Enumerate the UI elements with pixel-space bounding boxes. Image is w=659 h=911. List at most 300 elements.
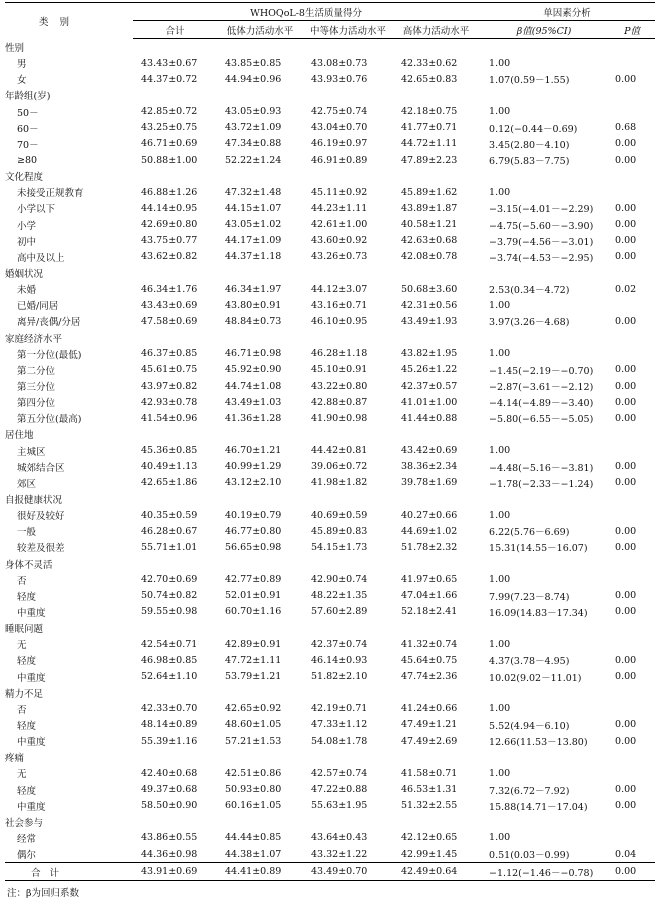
category-row: [5, 620, 655, 636]
empty-cell: [217, 491, 303, 507]
empty-cell: [479, 556, 609, 572]
score-cell: 44.69±1.02: [401, 525, 458, 537]
table-row: [5, 136, 655, 152]
row-label: 中重度: [17, 737, 46, 749]
score-cell: 44.41±0.89: [217, 863, 303, 881]
score-cell: 42.70±0.69: [141, 574, 198, 586]
empty-cell: [609, 330, 655, 346]
table-row: [5, 71, 655, 87]
score-cell: 46.10±0.95: [311, 315, 368, 327]
p-value-cell: 0.00: [615, 73, 637, 85]
empty-cell: [609, 749, 655, 765]
empty-cell: [303, 556, 393, 572]
beta-cell: 12.66(11.53－13.80): [489, 737, 588, 749]
score-cell: 43.72±1.09: [225, 122, 282, 134]
empty-cell: [393, 87, 479, 103]
score-cell: 42.63±0.68: [401, 235, 458, 247]
score-cell: 42.75±0.74: [311, 106, 368, 118]
score-cell: 41.97±0.65: [401, 574, 458, 586]
beta-cell: 15.31(14.55－16.07): [489, 543, 588, 555]
empty-cell: [303, 426, 393, 442]
row-label: 70－: [17, 139, 39, 151]
row-label: 轻度: [17, 785, 37, 797]
empty-cell: [303, 330, 393, 346]
table-row: [5, 717, 655, 733]
empty-cell: [479, 620, 609, 636]
score-cell: 43.32±1.22: [311, 848, 368, 860]
p-value-cell: 0.00: [615, 735, 637, 747]
empty-cell: [479, 749, 609, 765]
category-label: 文化程度: [5, 172, 44, 184]
score-cell: 43.97±0.82: [141, 380, 198, 392]
table-row: [5, 733, 655, 749]
p-value-cell: 0.00: [615, 202, 637, 214]
score-cell: 53.79±1.21: [225, 671, 282, 683]
empty-cell: [303, 39, 393, 56]
category-label: 疼痛: [5, 753, 25, 765]
score-cell: 47.04±1.66: [401, 590, 458, 602]
row-label: 中重度: [17, 672, 46, 684]
empty-cell: [393, 556, 479, 572]
score-cell: 43.75±0.77: [141, 235, 198, 247]
empty-cell: [303, 814, 393, 830]
score-cell: 42.65±0.92: [225, 703, 282, 715]
score-cell: 56.65±0.98: [225, 541, 282, 553]
empty-cell: [609, 491, 655, 507]
score-cell: 52.64±1.10: [141, 671, 198, 683]
score-cell: 42.40±0.68: [141, 767, 198, 779]
header-p-col: P值: [609, 21, 655, 39]
p-value-cell: 0.00: [615, 800, 637, 812]
score-cell: 48.60±1.05: [225, 719, 282, 731]
p-value-cell: [609, 830, 655, 846]
score-cell: 43.42±0.69: [401, 445, 458, 457]
p-value-cell: 0.00: [615, 606, 637, 618]
beta-cell: −5.80(−6.55－−5.05): [489, 414, 594, 426]
score-cell: 46.77±0.80: [225, 525, 282, 537]
beta-cell: 1.00: [489, 832, 511, 844]
empty-cell: [303, 749, 393, 765]
score-cell: 46.34±1.97: [225, 283, 282, 295]
beta-cell: 1.00: [489, 703, 511, 715]
beta-cell: −4.48(−5.16－−3.81): [489, 462, 594, 474]
beta-cell: 1.00: [489, 574, 511, 586]
beta-cell: 7.32(6.72－7.92): [489, 785, 570, 797]
table-row: [5, 507, 655, 523]
score-cell: 40.69±0.59: [311, 509, 368, 521]
empty-cell: [133, 491, 217, 507]
row-label: 否: [17, 704, 27, 716]
score-cell: 49.37±0.68: [141, 784, 198, 796]
score-cell: 39.06±0.72: [311, 461, 368, 473]
empty-cell: [217, 749, 303, 765]
empty-cell: [393, 168, 479, 184]
score-cell: 46.70±1.21: [225, 445, 282, 457]
score-cell: 47.22±0.88: [311, 784, 368, 796]
score-cell: 47.58±0.69: [141, 315, 198, 327]
score-cell: 41.32±0.74: [401, 638, 458, 650]
table-header: [5, 3, 655, 39]
table-row: [5, 798, 655, 814]
p-value-cell: 0.00: [615, 315, 637, 327]
empty-cell: [393, 330, 479, 346]
empty-cell: [217, 814, 303, 830]
score-cell: 43.08±0.73: [311, 57, 368, 69]
category-row: [5, 168, 655, 184]
p-value-cell: [609, 572, 655, 588]
score-cell: 39.78±1.69: [401, 477, 458, 489]
score-cell: 42.49±0.64: [393, 863, 479, 881]
row-label: 轻度: [17, 591, 37, 603]
empty-cell: [217, 556, 303, 572]
score-cell: 45.89±1.62: [401, 186, 458, 198]
score-cell: 46.34±1.76: [141, 283, 198, 295]
score-cell: 43.93±0.76: [311, 73, 368, 85]
p-value-cell: [609, 636, 655, 652]
score-cell: 42.57±0.74: [311, 767, 368, 779]
score-cell: 51.32±2.55: [401, 800, 458, 812]
score-cell: 50.88±1.00: [141, 154, 198, 166]
score-cell: 42.31±0.56: [401, 299, 458, 311]
empty-cell: [609, 685, 655, 701]
score-cell: 43.26±0.73: [311, 251, 368, 263]
empty-cell: [479, 685, 609, 701]
beta-cell: 15.88(14.71－17.04): [489, 801, 588, 813]
row-label: ≥80: [17, 154, 38, 166]
score-cell: 45.26±1.22: [401, 364, 458, 376]
empty-cell: [479, 814, 609, 830]
score-cell: 46.37±0.85: [141, 348, 198, 360]
score-cell: 44.38±1.07: [225, 848, 282, 860]
score-cell: 47.32±1.48: [225, 186, 282, 198]
beta-cell: 3.45(2.80－4.10): [489, 139, 570, 151]
row-label: 城郊结合区: [17, 462, 65, 474]
score-cell: 47.89±2.23: [401, 154, 458, 166]
score-cell: 44.17±1.09: [225, 235, 282, 247]
empty-cell: [479, 330, 609, 346]
score-cell: 40.49±1.13: [141, 461, 198, 473]
empty-cell: [133, 265, 217, 281]
empty-cell: [393, 814, 479, 830]
table-row: [5, 604, 655, 620]
row-label: 一般: [17, 527, 37, 539]
score-cell: 47.34±0.88: [225, 138, 282, 150]
p-value-cell: 0.00: [615, 461, 637, 473]
score-cell: 42.18±0.75: [401, 106, 458, 118]
score-cell: 45.89±0.83: [311, 525, 368, 537]
score-cell: 43.43±0.67: [141, 57, 198, 69]
score-cell: 45.36±0.85: [141, 445, 198, 457]
score-cell: 44.36±0.98: [141, 848, 198, 860]
score-cell: 55.39±1.16: [141, 735, 198, 747]
header-mid-activity-col: 中等体力活动水平: [303, 21, 393, 39]
category-label: 精力不足: [5, 688, 44, 700]
beta-cell: 1.00: [489, 299, 511, 311]
category-row: [5, 87, 655, 103]
header-beta-col: β值(95%CI): [479, 21, 609, 39]
score-cell: 41.24±0.66: [401, 703, 458, 715]
row-label: 主城区: [17, 446, 46, 458]
category-row: [5, 265, 655, 281]
beta-cell: −2.87(−3.61－−2.12): [489, 382, 594, 394]
table-row: [5, 539, 655, 555]
p-value-cell: [609, 297, 655, 313]
empty-cell: [217, 330, 303, 346]
category-label: 自报健康状况: [5, 495, 63, 506]
score-cell: 46.28±0.67: [141, 525, 198, 537]
empty-cell: [393, 749, 479, 765]
score-cell: 59.55±0.98: [141, 606, 198, 618]
row-label: 轻度: [17, 656, 37, 668]
p-value-cell: 0.00: [615, 380, 637, 392]
score-cell: 50.68±3.60: [401, 283, 458, 295]
score-cell: 45.10±0.91: [311, 364, 368, 376]
row-label: 很好及较好: [17, 511, 65, 523]
table-row: [5, 572, 655, 588]
beta-cell: 3.97(3.26－4.68): [489, 317, 570, 329]
score-cell: 43.05±1.02: [225, 219, 282, 231]
score-cell: 46.88±1.26: [141, 186, 198, 198]
score-cell: 43.80±0.91: [225, 299, 282, 311]
score-cell: 57.60±2.89: [311, 606, 368, 618]
p-value-cell: [609, 701, 655, 717]
p-value-cell: 0.00: [615, 138, 637, 150]
row-label: 第四分位: [17, 398, 56, 410]
row-label: 小学: [17, 220, 37, 232]
category-label: 身体不灵活: [5, 559, 53, 571]
empty-cell: [217, 87, 303, 103]
header-whoqol-group: WHOQoL-8生活质量得分: [133, 3, 479, 21]
p-value-cell: 0.00: [615, 154, 637, 166]
empty-cell: [609, 39, 655, 56]
category-label: 社会参与: [5, 817, 44, 829]
p-value-cell: 0.00: [615, 251, 637, 263]
empty-cell: [303, 87, 393, 103]
table-note: 注：β为回归系数: [7, 888, 79, 900]
score-cell: 44.94±0.96: [225, 73, 282, 85]
beta-cell: 6.22(5.76－6.69): [489, 527, 570, 539]
beta-cell: −3.79(−4.56－−3.01): [489, 236, 594, 248]
score-cell: 46.98±0.85: [141, 654, 198, 666]
table-row: [5, 701, 655, 717]
table-row: [5, 217, 655, 233]
empty-cell: [133, 87, 217, 103]
score-cell: 41.44±0.88: [401, 412, 458, 424]
score-cell: 60.16±1.05: [225, 800, 282, 812]
beta-cell: 16.09(14.83－17.34): [489, 607, 588, 619]
score-cell: 42.54±0.71: [141, 638, 198, 650]
empty-cell: [303, 491, 393, 507]
row-label: 未婚: [17, 285, 37, 297]
score-cell: 43.12±2.10: [225, 477, 282, 489]
score-cell: 46.14±0.93: [311, 654, 368, 666]
beta-cell: −4.14(−4.89－−3.40): [489, 398, 594, 410]
category-row: [5, 556, 655, 572]
score-cell: 44.72±1.11: [401, 138, 458, 150]
score-cell: 50.93±0.80: [225, 784, 282, 796]
empty-cell: [303, 265, 393, 281]
score-cell: 43.04±0.70: [311, 122, 368, 134]
score-cell: 42.69±0.80: [141, 219, 198, 231]
score-cell: 43.49±1.93: [401, 315, 458, 327]
row-label: 第二分位: [17, 365, 56, 377]
empty-cell: [133, 685, 217, 701]
score-cell: 41.54±0.96: [141, 412, 198, 424]
table-row: [5, 104, 655, 120]
empty-cell: [479, 426, 609, 442]
score-cell: 60.70±1.16: [225, 606, 282, 618]
row-label: 第五分位(最高): [17, 414, 82, 426]
score-cell: 47.49±1.21: [401, 719, 458, 731]
beta-cell: −4.75(−5.60－−3.90): [489, 220, 594, 232]
table-row: [5, 394, 655, 410]
category-row: [5, 814, 655, 830]
p-value-cell: 0.00: [615, 719, 637, 731]
score-cell: 45.64±0.75: [401, 654, 458, 666]
score-cell: 42.90±0.74: [311, 574, 368, 586]
row-label: 中重度: [17, 801, 46, 813]
category-label: 居住地: [5, 430, 34, 442]
table-body: [5, 39, 655, 881]
total-label: 合 计: [5, 863, 133, 881]
row-label: 较差及很差: [17, 543, 65, 555]
score-cell: 42.37±0.57: [401, 380, 458, 392]
p-value-cell: 0.00: [615, 541, 637, 553]
score-cell: 42.99±1.45: [401, 848, 458, 860]
row-label: 经常: [17, 833, 37, 845]
category-label: 年龄组(岁): [5, 91, 51, 103]
p-value-cell: 0.02: [615, 283, 637, 295]
beta-cell: 1.07(0.59－1.55): [489, 75, 570, 87]
empty-cell: [609, 87, 655, 103]
header-high-activity-col: 高体力活动水平: [393, 21, 479, 39]
score-cell: 46.91±0.89: [311, 154, 368, 166]
score-cell: 42.37±0.74: [311, 638, 368, 650]
table-row: [5, 55, 655, 71]
empty-cell: [133, 620, 217, 636]
score-cell: 42.65±0.83: [401, 73, 458, 85]
category-label: 性别: [5, 42, 25, 54]
table-row: [5, 652, 655, 668]
empty-cell: [479, 168, 609, 184]
score-cell: 44.42±0.81: [311, 445, 368, 457]
table-row: [5, 200, 655, 216]
empty-cell: [393, 265, 479, 281]
empty-cell: [133, 749, 217, 765]
table-row: [5, 668, 655, 684]
p-value-cell: 0.00: [615, 671, 637, 683]
empty-cell: [303, 620, 393, 636]
score-cell: 42.77±0.89: [225, 574, 282, 586]
p-value-cell: 0.00: [615, 784, 637, 796]
score-cell: 40.58±1.21: [401, 219, 458, 231]
score-cell: 55.63±1.95: [311, 800, 368, 812]
score-cell: 41.98±1.82: [311, 477, 368, 489]
score-cell: 43.82±1.95: [401, 348, 458, 360]
score-cell: 40.99±1.29: [225, 461, 282, 473]
score-cell: 54.15±1.73: [311, 541, 368, 553]
score-cell: 40.35±0.59: [141, 509, 198, 521]
table-row: [5, 297, 655, 313]
beta-cell: 1.00: [489, 767, 511, 779]
score-cell: 45.92±0.90: [225, 364, 282, 376]
row-label: 偶尔: [17, 850, 37, 862]
score-cell: 55.71±1.01: [141, 541, 198, 553]
category-label: 睡眠问题: [5, 624, 44, 636]
header-univariate-group: 单因素分析: [479, 3, 655, 21]
table-row: [5, 152, 655, 168]
category-row: [5, 426, 655, 442]
beta-cell: 1.00: [489, 445, 511, 457]
beta-cell: 1.00: [489, 57, 511, 69]
p-value-cell: 0.68: [615, 122, 637, 134]
score-cell: 52.01±0.91: [225, 590, 282, 602]
p-value-cell: 0.00: [615, 525, 637, 537]
score-cell: 43.16±0.71: [311, 299, 368, 311]
score-cell: 44.23±1.11: [311, 202, 368, 214]
score-cell: 40.19±0.79: [225, 509, 282, 521]
score-cell: 48.84±0.73: [225, 315, 282, 327]
table-row: [5, 346, 655, 362]
row-label: 无: [17, 640, 27, 652]
empty-cell: [479, 265, 609, 281]
row-label: 已婚/同居: [17, 301, 59, 313]
score-cell: 51.78±2.32: [401, 541, 458, 553]
score-cell: 45.61±0.75: [141, 364, 198, 376]
row-label: 中重度: [17, 607, 46, 619]
score-cell: 42.33±0.62: [401, 57, 458, 69]
score-cell: 38.36±2.34: [401, 461, 458, 473]
beta-cell: 2.53(0.34－4.72): [489, 285, 570, 297]
table-row: [5, 233, 655, 249]
score-cell: 41.58±0.71: [401, 767, 458, 779]
empty-cell: [217, 265, 303, 281]
score-cell: 43.62±0.82: [141, 251, 198, 263]
beta-cell: 5.52(4.94－6.10): [489, 720, 570, 732]
p-value-cell: [609, 184, 655, 200]
category-row: [5, 685, 655, 701]
p-value-cell: 0.00: [615, 396, 637, 408]
row-label: 小学以下: [17, 204, 56, 216]
table-row: [5, 459, 655, 475]
score-cell: 42.89±0.91: [225, 638, 282, 650]
table-row: [5, 249, 655, 265]
category-row: [5, 330, 655, 346]
score-cell: 51.82±2.10: [311, 671, 368, 683]
empty-cell: [133, 426, 217, 442]
empty-cell: [133, 556, 217, 572]
row-label: 无: [17, 769, 27, 781]
score-cell: 46.28±1.18: [311, 348, 368, 360]
empty-cell: [393, 39, 479, 56]
empty-cell: [609, 265, 655, 281]
beta-cell: 6.79(5.83－7.75): [489, 156, 570, 168]
score-cell: 44.15±1.07: [225, 202, 282, 214]
beta-cell: 1.00: [489, 348, 511, 360]
header-category: 类 别: [5, 3, 133, 39]
empty-cell: [133, 168, 217, 184]
p-value-cell: [609, 443, 655, 459]
score-cell: 54.08±1.78: [311, 735, 368, 747]
p-value-cell: [609, 55, 655, 71]
empty-cell: [303, 685, 393, 701]
score-cell: 43.49±0.70: [303, 863, 393, 881]
score-cell: 42.85±0.72: [141, 106, 198, 118]
empty-cell: [609, 556, 655, 572]
p-value-cell: [609, 104, 655, 120]
row-label: 轻度: [17, 720, 37, 732]
score-cell: 47.33±1.12: [311, 719, 368, 731]
